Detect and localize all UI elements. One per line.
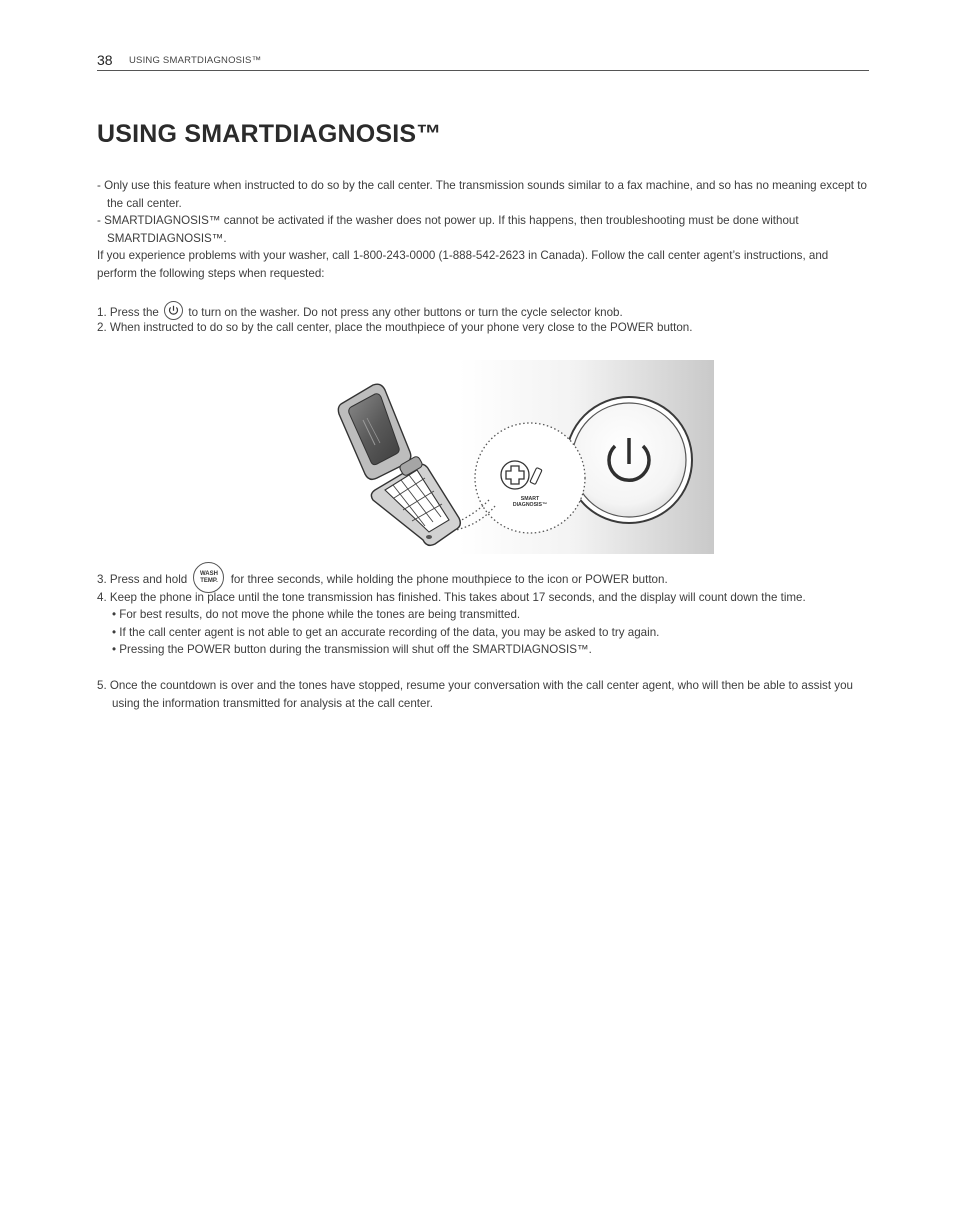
- intro-notes: [97, 177, 869, 283]
- steps-list-top: [97, 305, 869, 335]
- step-4: 4. Keep the phone in place until the tone transmission has finished. This takes about 17 seconds, and the display will count down the time.: [97, 590, 806, 604]
- page-header: [97, 52, 869, 71]
- step-1-text-before: 1. Press the: [97, 306, 159, 319]
- step-1: [97, 305, 869, 320]
- page-title: USING SMARTDIAGNOSIS™: [97, 120, 442, 148]
- step-3-text-after: for three seconds, while holding the phone mouthpiece to the icon or POWER button.: [230, 573, 668, 586]
- note-item: - Only use this feature when instructed to do so by the call center. The transmission sounds similar to a fax machine, and so has no meaning except to the call center.: [97, 179, 867, 210]
- step-5: 5. Once the countdown is over and the tones have stopped, resume your conversation with the call center agent, who will then be able to assist you using the information transmitted for analysis at the call center.: [97, 678, 853, 710]
- bullet-item: • Pressing the POWER button during the transmission will shut off the SMARTDIAGNOSIS™.: [112, 643, 592, 657]
- spacer: [97, 659, 869, 677]
- step-3: [97, 571, 869, 589]
- note-item: - SMARTDIAGNOSIS™ cannot be activated if the washer does not power up. If this happens, then troubleshooting must be done without SMARTDIAGNOSIS™.: [97, 214, 799, 245]
- header-section-title: USING SMARTDIAGNOSIS™: [129, 55, 262, 66]
- intro-paragraph: If you experience problems with your washer, call 1-800-243-0000 (1-888-542-2623 in Canada). Follow the call center agent’s instructions, and perform the following steps when requested:: [97, 249, 829, 280]
- step-2: 2. When instructed to do so by the call center, place the mouthpiece of your phone very close to the POWER button.: [97, 321, 693, 335]
- power-button-icon: [164, 301, 183, 320]
- bullet-item: • For best results, do not move the phone while the tones are being transmitted.: [112, 608, 521, 622]
- step-1-text-after: to turn on the washer. Do not press any other buttons or turn the cycle selector knob.: [188, 306, 623, 319]
- bullet-item: • If the call center agent is not able to get an accurate recording of the data, you may be asked to try again.: [112, 625, 660, 639]
- step-3-text-before: 3. Press and hold: [97, 573, 188, 586]
- page-number: 38: [97, 52, 113, 68]
- steps-list-bottom: [97, 571, 869, 712]
- phone-to-power-button-illustration: [337, 360, 714, 554]
- smart-diagnosis-icon-label: SMART DIAGNOSIS™: [512, 496, 548, 508]
- wash-temp-button-icon: WASH TEMP.: [193, 562, 224, 593]
